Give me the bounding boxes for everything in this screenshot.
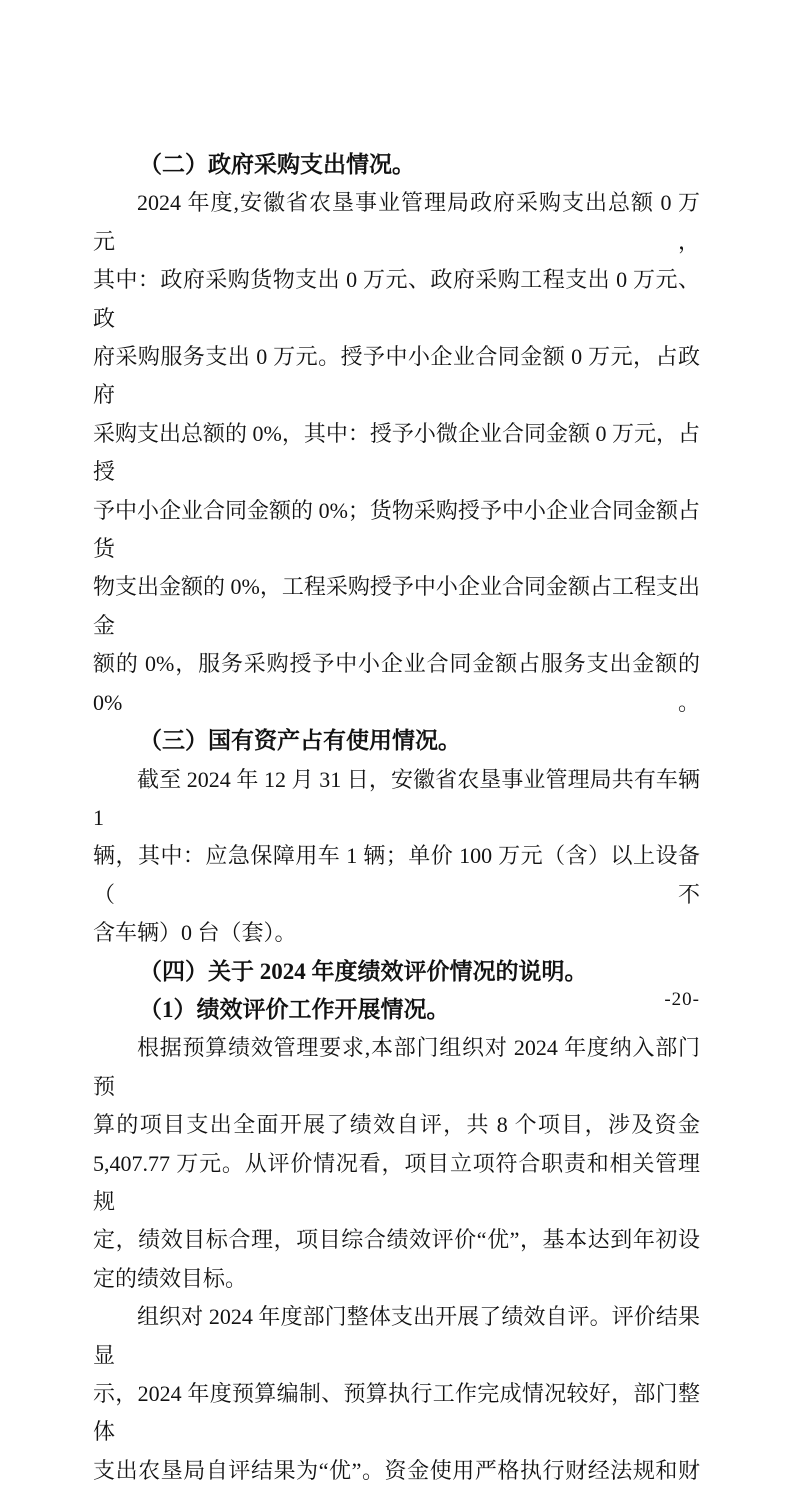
section-heading: （三）国有资产占有使用情况。 [139,728,461,754]
text-line: 根据预算绩效管理要求,本部门组织对 2024 年度纳入部门预 [93,1035,700,1099]
text-line: 算的项目支出全面开展了绩效自评，共 8 个项目，涉及资金 [93,1112,700,1138]
text-line: 组织对 2024 年度部门整体支出开展了绩效自评。评价结果显 [93,1304,700,1368]
text-line: 额的 0%，服务采购授予中小企业合同金额占服务支出金额的 0%。 [93,651,700,715]
section-heading: （1）绩效评价工作开展情况。 [139,996,450,1022]
text-line: 示，2024 年度预算编制、预算执行工作完成情况较好，部门整体 [93,1381,700,1445]
text-line: 辆，其中：应急保障用车 1 辆；单价 100 万元（含）以上设备（不 [93,843,700,907]
text-line: 含车辆）0 台（套）。 [93,920,297,946]
text-line: 5,407.77 万元。从评价情况看，项目立项符合职责和相关管理规 [93,1150,700,1214]
text-line: 定的绩效目标。 [93,1265,248,1291]
text-line: 2024 年度,安徽省农垦事业管理局政府采购支出总额 0 万元， [93,190,700,254]
document-body [93,146,700,1490]
text-line: 予中小企业合同金额的 0%；货物采购授予中小企业合同金额占货 [93,497,700,562]
section-heading: （二）政府采购支出情况。 [139,152,415,177]
text-line: 物支出金额的 0%，工程采购授予中小企业合同金额占工程支出金 [93,574,700,638]
section-heading: （四）关于 2024 年度绩效评价情况的说明。 [139,958,588,984]
text-line: 截至 2024 年 12 月 31 日，安徽省农垦事业管理局共有车辆 1 [93,766,700,830]
text-line: 定，绩效目标合理，项目综合绩效评价“优”，基本达到年初设 [93,1227,700,1253]
text-line: 采购支出总额的 0%，其中：授予小微企业合同金额 0 万元，占授 [93,420,700,485]
text-line: 支出农垦局自评结果为“优”。资金使用严格执行财经法规和财 [93,1457,700,1483]
page-number: -20- [664,989,700,1010]
text-line: 其中：政府采购货物支出 0 万元、政府采购工程支出 0 万元、政 [93,267,700,331]
text-line: 府采购服务支出 0 万元。授予中小企业合同金额 0 万元，占政府 [93,344,700,408]
